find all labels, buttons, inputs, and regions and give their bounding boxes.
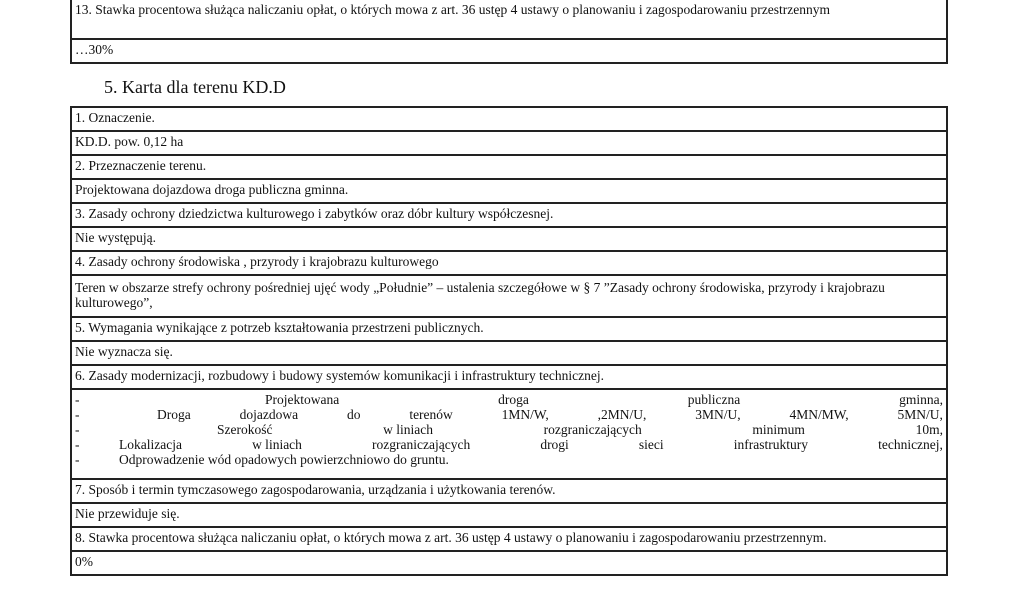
bullet-word: publiczna [687, 392, 741, 407]
dash-marker: - [75, 422, 80, 437]
bullet-word: Szerokość [217, 422, 273, 437]
table-row: Teren w obszarze strefy ochrony pośredniej ujęć wody „Południe” – ustalenia szczegółowe w § 7 ”Zasady ochrony środowiska, przyrody i krajobrazu kulturowego”, [72, 276, 946, 318]
bullet-word: drogi [540, 437, 569, 452]
dash-marker: - [75, 452, 80, 467]
bullet-word: do [346, 407, 361, 422]
table-row: …30% [72, 40, 946, 64]
table-row: Nie występują. [72, 228, 946, 252]
table-row: 13. Stawka procentowa służąca naliczaniu opłat, o których mowa z art. 36 ustęp 4 ustawy o planowaniu i zagospodarowaniu przestrzennym [72, 0, 946, 40]
bullet-line [75, 392, 943, 407]
bullet-word: Droga [157, 407, 191, 422]
bullet-word: infrastruktury [733, 437, 808, 452]
bullet-word: 5MN/U, [897, 407, 943, 422]
bullet-word: dojazdowa [239, 407, 299, 422]
previous-card-table [70, 0, 948, 64]
table-row: 2. Przeznaczenie terenu. [72, 156, 946, 180]
table-row: 8. Stawka procentowa służąca naliczaniu opłat, o których mowa z art. 36 ustęp 4 ustawy o planowaniu i zagospodarowaniu przestrzennym. [72, 528, 946, 552]
bullet-word: sieci [638, 437, 664, 452]
bullet-word: droga [498, 392, 529, 407]
table-row: 3. Zasady ochrony dziedzictwa kulturowego i zabytków oraz dóbr kultury współczesnej. [72, 204, 946, 228]
table-row: 7. Sposób i termin tymczasowego zagospodarowania, urządzania i użytkowania terenów. [72, 480, 946, 504]
bullet-word: ,2MN/U, [597, 407, 647, 422]
card-table-kdd [70, 106, 948, 576]
bullet-word: minimum [752, 422, 805, 437]
section-title: 5. Karta dla terenu KD.D [104, 77, 286, 97]
dash-marker: - [75, 392, 80, 407]
bullet-word: terenów [409, 407, 453, 422]
bullet-word: gminna, [899, 392, 943, 407]
table-row: Nie przewiduje się. [72, 504, 946, 528]
bullet-word: 10m, [915, 422, 943, 437]
dash-marker: - [75, 437, 80, 452]
bullet-word: w liniach [383, 422, 433, 437]
bullet-line [75, 452, 943, 467]
bullet-word: w liniach [252, 437, 302, 452]
table-row: 5. Wymagania wynikające z potrzeb kształtowania przestrzeni publicznych. [72, 318, 946, 342]
bullet-word: Odprowadzenie wód opadowych powierzchniowo do gruntu. [119, 452, 449, 467]
table-row: KD.D. pow. 0,12 ha [72, 132, 946, 156]
table-row: Nie wyznacza się. [72, 342, 946, 366]
bullet-word: 4MN/MW, [789, 407, 849, 422]
table-row: 6. Zasady modernizacji, rozbudowy i budowy systemów komunikacji i infrastruktury technicznej. [72, 366, 946, 390]
bullet-word: rozgraniczających [372, 437, 471, 452]
table-row: 0% [72, 552, 946, 576]
bullet-word: technicznej, [878, 437, 943, 452]
bullet-word: 1MN/W, [501, 407, 549, 422]
dash-marker: - [75, 407, 80, 422]
bullet-line [75, 407, 943, 422]
table-row: Projektowana dojazdowa droga publiczna gminna. [72, 180, 946, 204]
bullet-word: rozgraniczających [543, 422, 642, 437]
bullet-word: Projektowana [265, 392, 340, 407]
bullet-word: 3MN/U, [695, 407, 741, 422]
bullet-line [75, 437, 943, 452]
bullet-word: Lokalizacja [119, 437, 182, 452]
table-row: 4. Zasady ochrony środowiska , przyrody i krajobrazu kulturowego [72, 252, 946, 276]
bullet-line [75, 422, 943, 437]
bullet-list-row [72, 390, 946, 480]
table-row: 1. Oznaczenie. [72, 108, 946, 132]
